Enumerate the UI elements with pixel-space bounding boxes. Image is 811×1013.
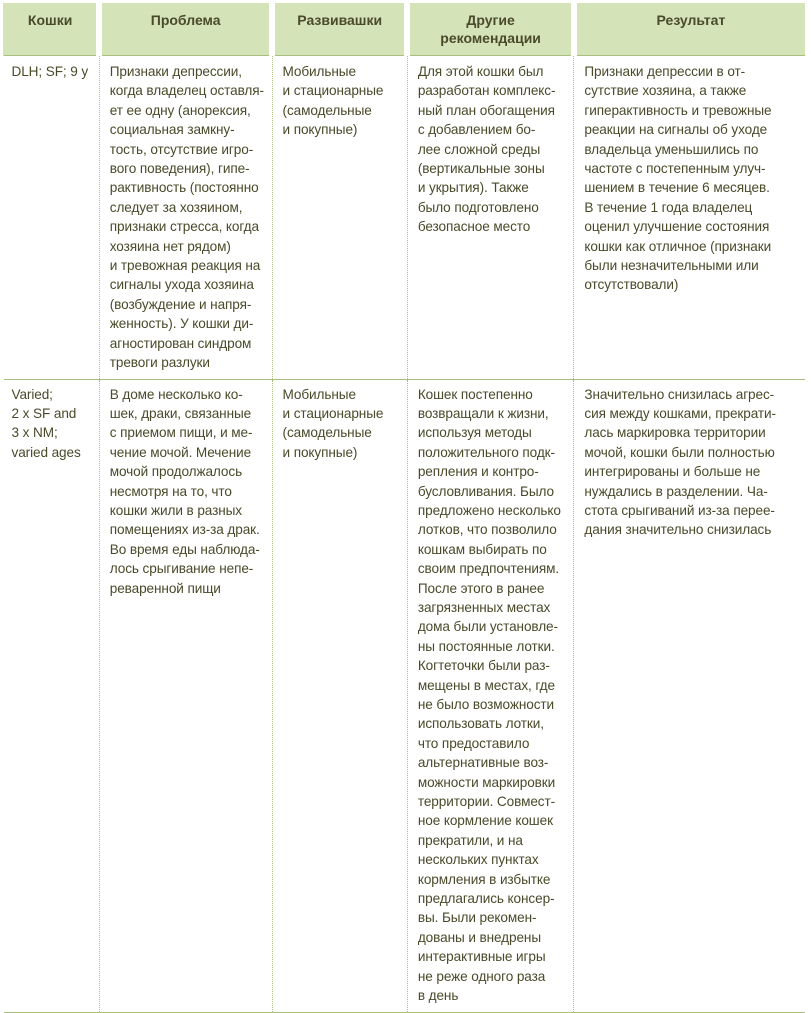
- cell-other-recommendations: Кошек постепенно возвращали к жизни, используя методы положительного подк- репления и контро- бусловливания. Было предложено несколько лотков, что позволило кошкам выбирать по своим предпочтениям. После этого в ранее загрязненных местах дома были установле- ны постоянные лотки. Когтеточки были раз- мещены в местах, где не было возможности использовать лотки, что предоставило альтернативные воз- можности маркировки территории. Совмест- ное кормление кошек прекратили, и на нескольких пунктах кормления в избытке предлагались консер- вы. Были рекомен- дованы и внедрены интерактивные игры не реже одного раза в день: [407, 379, 574, 1012]
- header-row: [4, 3, 806, 56]
- cell-cats: Varied; 2 x SF and 3 x NM; varied ages: [4, 379, 100, 1012]
- header-problem: Проблема: [99, 3, 272, 56]
- cell-problem: В доме несколько ко- шек, драки, связанные с приемом пищи, и ме- чение мочой. Мечение мочой продолжалось несмотря на то, что кошки жили в разных помещениях из-за драк. Во время еды наблюда- лось срыгивание непе- реваренной пищи: [99, 379, 272, 1012]
- table-body: [4, 56, 806, 1013]
- cell-enrichment: Мобильные и стационарные (самодельные и покупные): [272, 56, 407, 380]
- cell-cats: DLH; SF; 9 y: [4, 56, 100, 380]
- cell-problem: Признаки депрессии, когда владелец оставля- ет ее одну (анорексия, социальная замкну- тость, отсутствие игро- вого поведения), гипе- рактивность (постоянно следует за хозяином, признаки стресса, когда хозяина нет рядом) и тревожная реакция на сигналы ухода хозяина (возбуждение и напря- женность). У кошки ди- агностирован синдром тревоги разлуки: [99, 56, 272, 380]
- table-row: [4, 379, 806, 1012]
- cell-enrichment: Мобильные и стационарные (самодельные и покупные): [272, 379, 407, 1012]
- cell-result: Значительно снизилась агрес- сия между кошками, прекрати- лась маркировка территории мочой, кошки были полностью интегрированы и больше не нуждались в разделении. Ча- стота срыгиваний из-за переe- дания значительно снизилась: [574, 379, 805, 1012]
- header-other-recommendations: Другие рекомендации: [407, 3, 574, 56]
- cat-case-table: [3, 3, 805, 1013]
- cell-other-recommendations: Для этой кошки был разработан комплекс- ный план обогащения с добавлением бо- лее сложной среды (вертикальные зоны и укрытия). Также было подготовлено безопасное место: [407, 56, 574, 380]
- header-cats: Кошки: [4, 3, 100, 56]
- header-result: Результат: [574, 3, 805, 56]
- header-enrichment: Развивашки: [272, 3, 407, 56]
- cell-result: Признаки депрессии в от- сутствие хозяина, а также гиперактивность и тревожные реакции на сигналы об уходе владельца уменьшились по частоте с постепенным улуч- шением в течение 6 месяцев. В течение 1 года владелец оценил улучшение состояния кошки как отличное (признаки были незначительными или отсутствовали): [574, 56, 805, 380]
- table-header: [4, 3, 806, 56]
- table-row: [4, 56, 806, 380]
